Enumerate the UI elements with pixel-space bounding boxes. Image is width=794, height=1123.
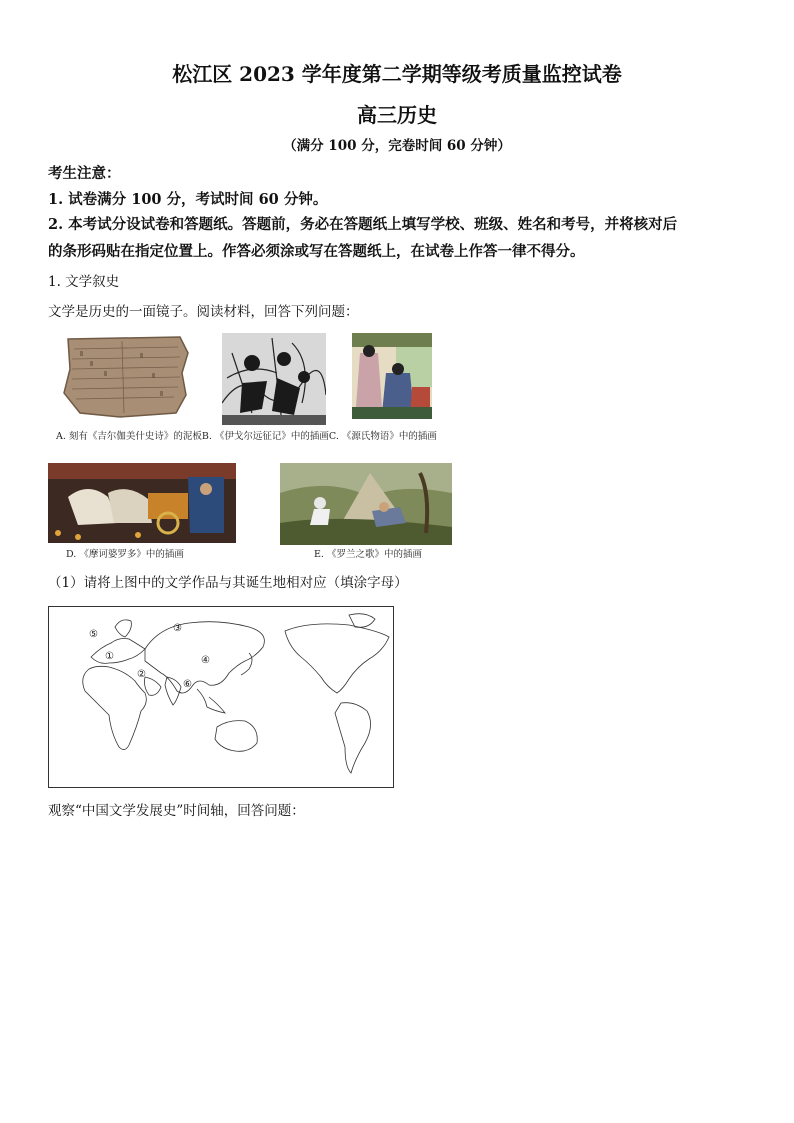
question-1: （1）请将上图中的文学作品与其诞生地相对应（填涂字母） <box>48 575 408 591</box>
caption-e: E. 《罗兰之歌》中的插画 <box>314 549 422 560</box>
igor-engraving-image <box>222 333 326 425</box>
timeline-intro: 观察“中国文学发展史”时间轴，回答问题： <box>48 803 305 819</box>
genji-print-image <box>352 333 432 419</box>
score-note: （满分 100 分，完卷时间 60 分钟） <box>283 138 511 154</box>
mahabharata-painting-image <box>48 463 236 543</box>
exam-title: 松江区 2023 学年度第二学期等级考质量监控试卷 <box>172 62 622 86</box>
section-intro: 文学是历史的一面镜子。阅读材料，回答下列问题： <box>48 304 359 320</box>
map-marker-5: ⑤ <box>89 629 98 640</box>
caption-d: D. 《摩诃婆罗多》中的插画 <box>66 549 184 560</box>
world-map <box>48 606 394 788</box>
roland-painting-image <box>280 463 452 545</box>
notice-heading: 考生注意： <box>48 165 121 182</box>
notice-item-2-line-2: 的条形码贴在指定位置上。作答必须涂或写在答题纸上，在试卷上作答一律不得分。 <box>48 243 585 260</box>
caption-row-1: A. 刻有《吉尔伽美什史诗》的泥板B. 《伊戈尔远征记》中的插画C. 《源氏物语》中的插画 <box>56 431 437 442</box>
map-marker-3: ③ <box>173 623 182 634</box>
map-marker-2: ② <box>137 669 146 680</box>
section-title: 1. 文学叙史 <box>48 274 120 290</box>
notice-item-2-line-1: 2. 本考试分设试卷和答题纸。答题前，务必在答题纸上填写学校、班级、姓名和考号，并将核对后 <box>48 216 678 233</box>
map-marker-4: ④ <box>201 655 210 666</box>
subject-title: 高三历史 <box>357 103 437 127</box>
notice-item-1: 1. 试卷满分 100 分，考试时间 60 分钟。 <box>48 191 328 208</box>
map-marker-1: ① <box>105 651 114 662</box>
clay-tablet-image <box>60 333 190 419</box>
map-marker-6: ⑥ <box>183 679 192 690</box>
